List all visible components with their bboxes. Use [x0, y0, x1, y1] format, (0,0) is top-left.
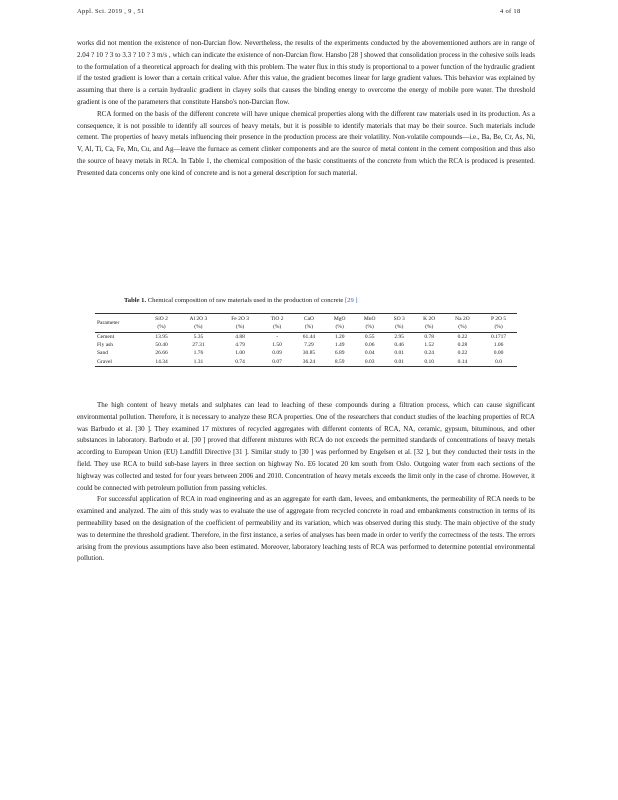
table-caption [124, 297, 358, 304]
table-cell: 14.34 [155, 358, 168, 365]
table-cell: 7.29 [304, 342, 314, 349]
col-header: P 2O 5 (%) [491, 316, 507, 330]
table-cell: 8.59 [334, 358, 345, 365]
table-label: Table 1. [124, 297, 147, 304]
table-cell: 0.55 [364, 334, 375, 340]
table-cell: 30.85 [302, 350, 316, 357]
table-cell: 50.40 [155, 342, 168, 349]
table-citation: [29 ] [344, 297, 358, 304]
table-cell: 6.89 [334, 350, 345, 357]
table-cell: 5.35 [193, 334, 204, 340]
col-header: MnO (%) [363, 316, 376, 330]
col-header: SO 3 (%) [393, 316, 405, 330]
table-cell: 0.22 [457, 334, 468, 340]
table-cell: 0.06 [364, 342, 375, 349]
table-cell: 0.28 [457, 342, 468, 349]
table-cell: 0.03 [364, 358, 375, 365]
table-cell: 1.76 [193, 350, 204, 357]
table-cell: 0.10 [424, 358, 435, 365]
body-text-upper [77, 38, 535, 180]
table-caption-text: Chemical composition of raw materials used in the production of concrete [147, 297, 344, 304]
table-row [95, 358, 517, 367]
table-cell: 1.00 [235, 350, 245, 357]
running-header-journal: Appl. Sci. 2019 , 9 , 51 [77, 8, 145, 15]
col-header: K 2O (%) [423, 316, 436, 330]
table-cell: 0.24 [424, 350, 435, 357]
col-header: TiO 2 (%) [270, 316, 284, 330]
paragraph-rca-chemistry: RCA formed on the basis of the different concrete will have unique chemical properties along with the different raw materials used in its production. As a consequence, it is not possible to identify all sources of heavy metals, but it is possible to identify materials that may be their source. Such materials include cement. The properties of heavy metals influencing their presence in the production process are their volatility. Non-volatile compounds—i.e., Ba, Be, Cr, As, Ni, V, Al, Ti, Ca, Fe, Mn, Cu, and Ag—leave the furnace as cement clinker components and are the source of metal content in the cement composition and thus also the source of heavy metals in RCA. In Table 1, the chemical composition of the basic constituents of the concrete from which the RCA is produced is presented. Presented data concerns only one kind of concrete and is not a general description for such material. [77, 109, 535, 177]
table-cell: 1.06 [493, 342, 504, 349]
table-cell: 0.01 [394, 358, 405, 365]
table-cell: 1.31 [193, 358, 204, 365]
table-cell: 0.46 [394, 342, 405, 349]
table-cell: 1.52 [424, 342, 435, 349]
table-cell: 1.50 [272, 342, 282, 349]
table-row [95, 349, 517, 357]
col-header: Fe 2O 3 (%) [231, 316, 249, 330]
col-header: Al 2O 3 (%) [189, 316, 208, 330]
table-header-row [95, 314, 517, 333]
paragraph-leaching: The high content of heavy metals and sulphates can lead to leaching of these compounds during a filtration process, which can cause significant environmental pollution. Therefore, it is necessary to analyze these RCA properties. One of the researchers that conduct studies of the leaching properties of RCA was Barbudo et al. [30 ]. They examined 17 mixtures of recycled aggregates with different contents of RCA, NA, ceramic, gypsum, bituminous, and other substances in laboratory. Barbudo et al. [30 ] proved that different mixtures with RCA do not exceeds the permitted standards of concentrations of heavy metals according to European Union (EU) Landfill Directive [31 ]. Similar study to [30 ] was performed by Engelsen et al. [32 ], but they conducted their tests in the field. They use RCA to build sub-base layers in three section on highway No. E6 located 20 km south from Oslo. Outgoing water from each sections of the highway was collected and tested for four years between 2006 and 2010. Concentration of heavy metals exceeds the limit only in the case of chrome. However, it could be connected with petroleum pollution from passing vehicles. [77, 401, 535, 492]
table-row [95, 341, 517, 349]
table-cell: 0.07 [272, 358, 282, 365]
table-cell: 27.31 [192, 342, 205, 349]
row-label: Gravel [97, 358, 112, 365]
table-cell: 61.44 [302, 334, 316, 340]
table-cell: 2.95 [394, 334, 405, 340]
row-label: Fly ash [97, 342, 114, 349]
table-cell: 0.22 [457, 350, 468, 357]
col-header: Na 2O (%) [455, 316, 470, 330]
table-cell: 4.79 [235, 342, 245, 349]
col-header: CaO (%) [303, 316, 314, 330]
table-cell: 0.04 [364, 350, 375, 357]
table-cell: 1.49 [334, 342, 345, 349]
chemical-composition-table [95, 313, 517, 367]
table-cell: 36.24 [302, 358, 316, 365]
table-cell: 0.1717 [491, 334, 507, 340]
table-row [95, 333, 517, 342]
table-cell: 26.66 [155, 350, 168, 357]
table-cell: 0.0 [495, 358, 503, 365]
paragraph-non-darcian-flow: works did not mention the existence of non-Darcian flow. Nevertheless, the results of the experiments conducted by the abovementioned authors are in range of 2.04 ? 10 ? 3 to 3.3 ? 10 ? 3 m/s , which can indicate the existence of non-Darcian flow. Hansbo [28 ] showed that consolidation process in the cohesive soils leads to the formulation of a theoretical approach for dealing with this problem. The water flux in this study is proportional to a power function of the hydraulic gradient if the tested gradient is lower than a certain critical value. After this value, the gradient becomes linear for large gradient values. This behavior was explained by assuming that there is a certain hydraulic gradient in clayey soils that causes the binding energy to overcome the energy of mobile pore water. The threshold gradient is one of the parameters that constitute Hansbo's non-Darcian flow. [77, 39, 535, 106]
table-cell: - [276, 334, 279, 340]
paragraph-study-aim: For successful application of RCA in road engineering and as an aggregate for earth dam, levees, and embankments, the permeability of RCA needs to be examined and analyzed. The aim of this study was to evaluate the use of aggregate from recycled concrete in road and embankments construction in terms of its permeability based on the designation of the coefficient of permeability and its variation, which was observed during this study. The main objective of the study was to determine the threshold gradient. Therefore, in the first instance, a series of analyses has been made in order to verify the correctness of the tests. The errors arising from the previous assumptions have also been estimated. Moreover, laboratory leaching tests of RCA was performed to determine potential environmental pollution. [77, 495, 535, 563]
body-text-lower [77, 400, 535, 565]
col-header: SiO 2 (%) [155, 316, 168, 330]
row-label: Cement [97, 334, 115, 340]
table-cell: 4.88 [235, 334, 245, 340]
table-cell: 0.14 [457, 358, 468, 365]
table-cell: 0.74 [235, 358, 245, 365]
table-cell: 0.09 [272, 350, 282, 357]
table-cell: 13.95 [155, 334, 168, 340]
table-cell: 0.78 [424, 334, 435, 340]
running-header-page-number: 4 of 18 [500, 8, 521, 15]
parameter-header: Parameter [97, 320, 120, 326]
table-cell: 0.01 [394, 350, 405, 357]
row-label: Sand [97, 350, 108, 357]
table-cell: 0.00 [493, 350, 504, 357]
table-cell: 1.20 [334, 334, 345, 340]
col-header: MgO (%) [333, 316, 346, 330]
